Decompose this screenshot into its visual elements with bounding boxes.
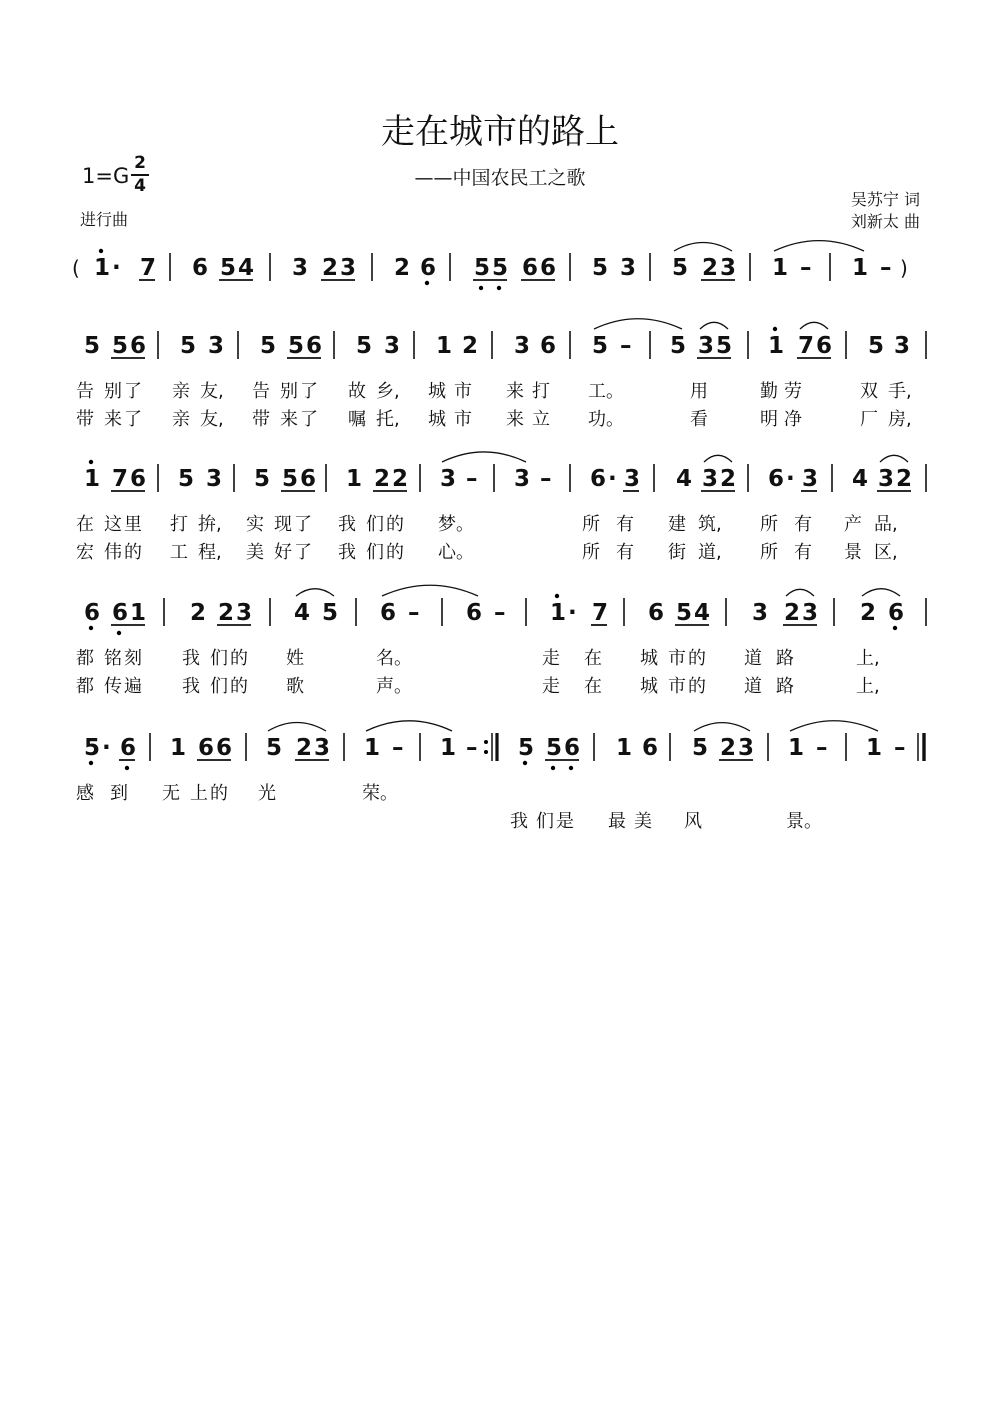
lyric-syllable: 城 [640,676,658,697]
note: 2 [720,466,737,492]
lyric-syllable: 美 [246,542,264,563]
lyric-syllable: 净 [784,409,802,430]
lyric-syllable: 厂 [860,409,878,430]
lyric-syllable: 明 [760,409,778,430]
lyric-syllable: 的 [386,514,404,535]
note: 2 [784,600,801,626]
lyric-syllable: 在 [584,648,602,669]
dash-sustain: – [408,600,420,626]
note: 2 [702,255,719,281]
note: 6 [84,600,101,626]
note: 3 [384,333,401,359]
octave-dot-above [773,327,777,331]
lyric-syllable: 了 [300,381,318,402]
note: 5 [322,600,339,626]
slur [704,455,732,462]
dash-sustain: – [494,600,506,626]
lyric-syllable: 所 [582,514,600,535]
note: 6 [522,255,539,281]
note: 6 [130,333,147,359]
lyric-syllable: 我 [338,514,356,535]
note: 2 [392,466,409,492]
lyric-syllable: 了 [124,409,142,430]
lyric-syllable: 来 [506,409,524,430]
note: 6 [300,466,317,492]
lyric-syllable: 里 [124,514,142,535]
note: 3 [894,333,911,359]
slur [382,585,478,596]
lyric-syllable: 我 [182,648,200,669]
lyric-syllable: 景 [844,542,862,563]
lyric-syllable: 梦。 [438,514,474,535]
lyric-syllable: 用 [690,381,708,402]
dash-sustain: – [620,333,632,359]
note: 2 [462,333,479,359]
lyric-syllable: 我 [510,811,528,832]
note: 3 [802,600,819,626]
dash-sustain: – [392,735,404,761]
lyric-syllable: 有 [794,542,812,563]
lyric-syllable: 嘱 [348,409,366,430]
note: 4 [852,466,869,492]
lyric-syllable: 道 [744,676,762,697]
note: 3 [206,466,223,492]
lyric-syllable: 道 [744,648,762,669]
lyric-syllable: 路 [776,648,794,669]
octave-dot-above [99,249,103,253]
lyric-syllable: 到 [110,783,128,804]
note: 5 [492,255,509,281]
octave-dot-below [89,761,93,765]
lyric-syllable: 友, [200,381,224,402]
slur [786,589,814,596]
note: 1 [616,735,633,761]
lyric-syllable: 了 [300,409,318,430]
slur [674,243,732,251]
note: 3 [702,466,719,492]
note: 2 [296,735,313,761]
slur [880,455,908,462]
lyric-syllable: 无 [162,783,180,804]
dash-sustain: – [880,255,892,281]
note: 3 [720,255,737,281]
note: 6 [768,466,785,492]
note: 2 [322,255,339,281]
note: 6 [642,735,659,761]
lyric-syllable: 遍 [124,676,142,697]
octave-dot-below [479,286,483,290]
lyric-syllable: 来 [104,409,122,430]
note: 3 [752,600,769,626]
note: 6 [130,466,147,492]
slur [800,322,828,329]
lyric-syllable: 们 [536,811,554,832]
octave-dot-above [89,460,93,464]
lyric-syllable: 在 [584,676,602,697]
note: 6 [380,600,397,626]
lyric-syllable: 亲 [172,409,190,430]
note: 5 [356,333,373,359]
lyric-syllable: 拚, [198,514,222,535]
note: 5 [254,466,271,492]
lyric-syllable: 上, [856,648,880,669]
lyric-syllable: 市 [668,676,686,697]
note: 1 [852,255,869,281]
note: 5 [178,466,195,492]
note: 5 [84,333,101,359]
octave-dot-below [569,766,573,770]
note: 2 [896,466,913,492]
lyric-syllable: 手, [888,381,912,402]
note: 4 [238,255,255,281]
lyric-syllable: 我 [338,542,356,563]
note: 3 [208,333,225,359]
lyric-syllable: 有 [794,514,812,535]
lyric-syllable: 们 [366,514,384,535]
slur [442,452,526,462]
augmentation-dot: · [786,466,795,492]
octave-dot-below [89,626,93,630]
note: 1 [94,255,111,281]
lyric-syllable: 别 [280,381,298,402]
slur [700,322,728,329]
lyric-syllable: 荣。 [362,783,398,804]
lyric-syllable: 现 [274,514,292,535]
lyric-syllable: 了 [294,514,312,535]
dash-sustain: – [800,255,812,281]
augmentation-dot: · [608,466,617,492]
note: 5 [716,333,733,359]
lyric-syllable: 有 [616,514,634,535]
lyric-syllable: 这 [104,514,122,535]
slur [594,319,682,329]
lyric-syllable: 歌 [286,676,304,697]
note: 1 [788,735,805,761]
lyric-syllable: 都 [76,648,94,669]
note: 5 [260,333,277,359]
lyric-syllable: 工 [170,542,188,563]
lyric-syllable: 来 [506,381,524,402]
lyric-syllable: 城 [640,648,658,669]
lyric-syllable: 带 [76,409,94,430]
lyric-syllable: 勤 [760,381,778,402]
slur [296,589,334,596]
note: 3 [292,255,309,281]
note: 1 [436,333,453,359]
lyricist-credit: 吴苏宁 词 [850,190,920,209]
note: 3 [878,466,895,492]
note: 4 [694,600,711,626]
lyric-syllable: 传 [104,676,122,697]
lyric-syllable: 走 [542,648,560,669]
note: 1 [170,735,187,761]
lyric-syllable: 宏 [76,542,94,563]
octave-dot-below [117,631,121,635]
note: 3 [514,466,531,492]
note: 6 [540,255,557,281]
composer-credit: 刘新太 曲 [850,212,920,231]
octave-dot-below [523,761,527,765]
note: 2 [190,600,207,626]
lyric-syllable: 声。 [376,676,412,697]
note: 5 [474,255,491,281]
lyric-syllable: 的 [230,648,248,669]
lyric-syllable: 的 [230,676,248,697]
note: 3 [314,735,331,761]
note: 5 [592,333,609,359]
lyric-syllable: 看 [690,409,708,430]
lyric-syllable: 故 [348,381,366,402]
slur [774,241,864,251]
octave-dot-above [555,594,559,598]
parenthesis: ( [72,256,80,280]
lyric-syllable: 市 [454,381,472,402]
dash-sustain: – [466,735,478,761]
lyric-syllable: 们 [210,676,228,697]
song-subtitle: ——中国农民工之歌 [414,167,586,189]
note: 1 [346,466,363,492]
slur [790,721,878,731]
note: 3 [340,255,357,281]
note: 1 [84,466,101,492]
slur [366,721,452,731]
lyric-syllable: 乡, [376,381,400,402]
lyric-syllable: 上 [190,783,208,804]
lyric-syllable: 实 [246,514,264,535]
lyric-syllable: 们 [366,542,384,563]
song-title: 走在城市的路上 [381,112,619,152]
lyric-syllable: 上, [856,676,880,697]
note: 6 [216,735,233,761]
note: 6 [306,333,323,359]
note: 1 [772,255,789,281]
augmentation-dot: · [112,255,121,281]
note: 6 [112,600,129,626]
lyric-syllable: 所 [582,542,600,563]
note: 4 [294,600,311,626]
time-signature-bottom: 4 [134,176,146,196]
lyric-syllable: 带 [252,409,270,430]
dash-sustain: – [894,735,906,761]
note: 5 [266,735,283,761]
lyric-syllable: 伟 [104,542,122,563]
lyric-syllable: 风 [684,811,702,832]
note: 3 [738,735,755,761]
note: 4 [676,466,693,492]
note: 6 [540,333,557,359]
note: 6 [564,735,581,761]
note: 7 [592,600,609,626]
lyric-syllable: 的 [386,542,404,563]
note: 5 [282,466,299,492]
lyric-syllable: 来 [280,409,298,430]
lyric-syllable: 铭 [104,648,122,669]
note: 5 [676,600,693,626]
lyric-syllable: 我 [182,676,200,697]
note: 3 [514,333,531,359]
note: 5 [180,333,197,359]
lyric-syllable: 城 [428,409,446,430]
lyric-syllable: 的 [124,542,142,563]
note: 5 [546,735,563,761]
lyric-syllable: 功。 [588,409,624,430]
note: 6 [120,735,137,761]
lyric-syllable: 告 [76,381,94,402]
dash-sustain: – [816,735,828,761]
note: 5 [220,255,237,281]
lyric-syllable: 了 [294,542,312,563]
note: 1 [768,333,785,359]
key-signature: 1=G [82,164,130,188]
note: 6 [590,466,607,492]
lyric-syllable: 道, [698,542,722,563]
note: 7 [798,333,815,359]
lyric-syllable: 托, [376,409,400,430]
tempo-style: 进行曲 [80,210,129,229]
lyric-syllable: 品, [874,514,898,535]
lyric-syllable: 的 [688,648,706,669]
lyric-syllable: 市 [454,409,472,430]
lyric-syllable: 所 [760,542,778,563]
lyric-syllable: 光 [258,783,276,804]
lyric-syllable: 景。 [786,811,822,832]
note: 2 [860,600,877,626]
lyric-syllable: 别 [104,381,122,402]
slur [694,723,750,731]
lyric-syllable: 的 [688,676,706,697]
octave-dot-below [893,626,897,630]
repeat-dot [484,740,488,744]
time-signature-top: 2 [134,153,146,173]
lyric-syllable: 在 [76,514,94,535]
note: 1 [440,735,457,761]
lyric-syllable: 立 [532,409,550,430]
lyric-syllable: 市 [668,648,686,669]
lyric-syllable: 感 [76,783,94,804]
note: 1 [866,735,883,761]
augmentation-dot: · [568,600,577,626]
note: 2 [394,255,411,281]
octave-dot-below [425,281,429,285]
note: 6 [192,255,209,281]
lyric-syllable: 工。 [588,381,624,402]
lyric-syllable: 筑, [698,514,722,535]
note: 5 [692,735,709,761]
lyric-syllable: 心。 [438,542,474,563]
lyric-syllable: 打 [532,381,550,402]
lyric-syllable: 姓 [286,648,304,669]
lyric-syllable: 产 [844,514,862,535]
lyric-syllable: 亲 [172,381,190,402]
parenthesis: ) [900,256,908,280]
note: 6 [420,255,437,281]
lyric-syllable: 劳 [784,381,802,402]
lyric-syllable: 刻 [124,648,142,669]
lyric-syllable: 城 [428,381,446,402]
note: 3 [802,466,819,492]
lyric-syllable: 所 [760,514,778,535]
note: 3 [620,255,637,281]
note: 3 [440,466,457,492]
note: 6 [816,333,833,359]
note: 3 [698,333,715,359]
note: 7 [112,466,129,492]
lyric-syllable: 告 [252,381,270,402]
note: 3 [236,600,253,626]
lyric-syllable: 建 [668,514,686,535]
lyric-syllable: 路 [776,676,794,697]
note: 2 [218,600,235,626]
lyric-syllable: 们 [210,648,228,669]
lyric-syllable: 最 [608,811,626,832]
note: 5 [868,333,885,359]
lyric-syllable: 都 [76,676,94,697]
octave-dot-below [551,766,555,770]
note: 6 [888,600,905,626]
note: 5 [112,333,129,359]
slur [268,723,326,731]
lyric-syllable: 名。 [376,648,412,669]
dash-sustain: – [466,466,478,492]
note: 5 [592,255,609,281]
note: 5 [288,333,305,359]
note: 7 [140,255,157,281]
augmentation-dot: · [102,735,111,761]
note: 2 [374,466,391,492]
lyric-syllable: 走 [542,676,560,697]
note: 5 [518,735,535,761]
note: 1 [364,735,381,761]
note: 6 [466,600,483,626]
note: 1 [550,600,567,626]
octave-dot-below [497,286,501,290]
lyric-syllable: 房, [888,409,912,430]
repeat-dot [484,750,488,754]
note: 5 [84,735,101,761]
note: 1 [130,600,147,626]
note: 6 [198,735,215,761]
note: 6 [648,600,665,626]
lyric-syllable: 有 [616,542,634,563]
note: 5 [670,333,687,359]
note: 3 [624,466,641,492]
lyric-syllable: 区, [874,542,898,563]
note: 5 [672,255,689,281]
lyric-syllable: 美 [634,811,652,832]
lyric-syllable: 友, [200,409,224,430]
lyric-syllable: 是 [556,811,574,832]
slur [862,589,900,596]
dash-sustain: – [540,466,552,492]
lyric-syllable: 好 [274,542,292,563]
lyric-syllable: 程, [198,542,222,563]
note: 2 [720,735,737,761]
octave-dot-below [125,766,129,770]
lyric-syllable: 了 [124,381,142,402]
lyric-syllable: 双 [860,381,878,402]
lyric-syllable: 街 [668,542,686,563]
lyric-syllable: 打 [170,514,188,535]
lyric-syllable: 的 [210,783,228,804]
